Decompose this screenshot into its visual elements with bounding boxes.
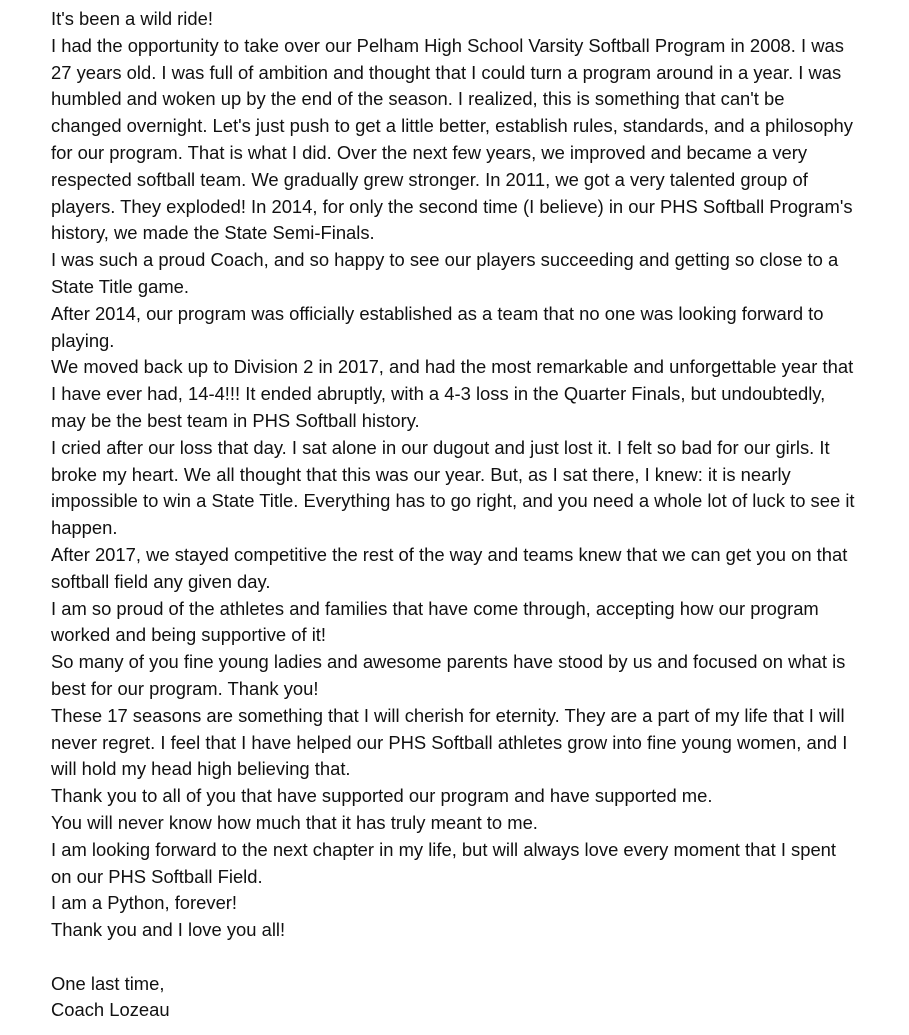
letter-paragraph: Thank you and I love you all! (51, 919, 286, 941)
letter-paragraph: I am so proud of the athletes and families that have come through, accepting how our program worked and being supportive of it! (51, 597, 819, 646)
closing-line: One last time, (51, 972, 165, 994)
letter-paragraph: After 2017, we stayed competitive the rest of the way and teams knew that we can get you on that softball field any given day. (51, 543, 848, 592)
letter-paragraph: I had the opportunity to take over our Pelham High School Varsity Softball Program in 2008. I was 27 years old. I was full of ambition and thought that I could turn a program around in a year. I was humbled and woken up by the end of the season. I realized, this is something that can't be changed overnight. Let's just push to get a little better, establish rules, standards, and a philosophy for our program. That is what I did. Over the next few years, we improved and became a very respected softball team. We gradually grew stronger. In 2011, we got a very talented group of players. They exploded! In 2014, for only the second time (I believe) in our PHS Softball Program's history, we made the State Semi-Finals. (51, 34, 853, 244)
letter-paragraph: I cried after our loss that day. I sat alone in our dugout and just lost it. I felt so bad for our girls. It broke my heart. We all thought that this was our year. But, as I sat there, I knew: it is nearly impossible to win a State Title. Everything has to go right, and you need a whole lot of luck to see it happen. (51, 436, 855, 539)
letter-paragraph: You will never know how much that it has truly meant to me. (51, 811, 538, 833)
letter-paragraph: I was such a proud Coach, and so happy to see our players succeeding and getting so close to a State Title game. (51, 249, 839, 297)
letter-paragraph: Thank you to all of you that have supported our program and have supported me. (51, 785, 713, 807)
letter-paragraph: It's been a wild ride! (51, 8, 213, 29)
blank-line (51, 944, 857, 971)
letter-body (51, 6, 857, 1024)
letter-paragraph: We moved back up to Division 2 in 2017, and had the most remarkable and unforgettable year that I have ever had, 14-4!!! It ended abruptly, with a 4-3 loss in the Quarter Finals, but undoubtedly, may be the best team in PHS Softball history. (51, 356, 854, 431)
letter-paragraph: So many of you fine young ladies and awesome parents have stood by us and focused on what is best for our program. Thank you! (51, 651, 846, 699)
letter-paragraph: I am looking forward to the next chapter in my life, but will always love every moment that I spent on our PHS Softball Field. (51, 838, 837, 887)
letter-paragraph: These 17 seasons are something that I will cherish for eternity. They are a part of my life that I will never regret. I feel that I have helped our PHS Softball athletes grow into fine young women, and I will hold my head high believing that. (51, 704, 848, 780)
letter-paragraph: After 2014, our program was officially established as a team that no one was looking forward to playing. (51, 302, 824, 351)
letter-paragraph: I am a Python, forever! (51, 892, 238, 914)
signature: Coach Lozeau (51, 999, 170, 1021)
